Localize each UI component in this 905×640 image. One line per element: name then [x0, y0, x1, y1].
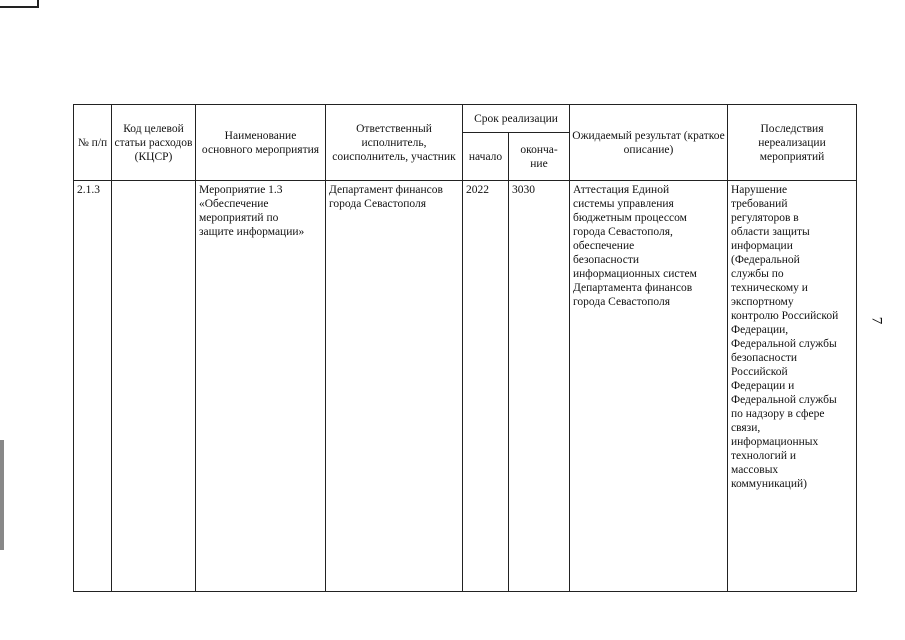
table-row — [74, 181, 857, 592]
cell-responsible: Департамент финансов города Севастополя — [326, 181, 463, 592]
header-consequences: Последствия нереализации мероприятий — [728, 105, 857, 181]
table-header-row — [74, 105, 857, 133]
header-end: оконча- ние — [509, 133, 570, 181]
scan-edge-mark — [0, 440, 4, 550]
header-start: начало — [463, 133, 509, 181]
cell-kcsr — [112, 181, 196, 592]
header-period: Срок реализации — [463, 105, 570, 133]
header-kcsr: Код целевой статьи расходов (КЦСР) — [112, 105, 196, 181]
cell-num: 2.1.3 — [74, 181, 112, 592]
cell-end: 3030 — [509, 181, 570, 592]
header-num: № п/п — [74, 105, 112, 181]
header-responsible: Ответственный исполнитель, соисполнитель, участник — [326, 105, 463, 181]
activities-table — [73, 104, 857, 592]
cell-start: 2022 — [463, 181, 509, 592]
cell-consequences: Нарушение требований регуляторов в области защиты информации (Федеральной службы по техническому и экспортному контролю Российской Федерации, Федеральной службы безопасности Российской Федерации и Федеральной службы по надзору в сфере связи, информационных технологий и массовых коммуникаций) — [728, 181, 857, 592]
header-result: Ожидаемый результат (краткое описание) — [570, 105, 728, 181]
cell-result: Аттестация Единой системы управления бюджетным процессом города Севастополя, обеспечение безопасности информационных систем Департамента финансов города Севастополя — [570, 181, 728, 592]
corner-scan-mark — [0, 0, 39, 8]
page-number: 7 — [868, 316, 885, 325]
header-name: Наименование основного мероприятия — [196, 105, 326, 181]
cell-name: Мероприятие 1.3 «Обеспечение мероприятий по защите информации» — [196, 181, 326, 592]
